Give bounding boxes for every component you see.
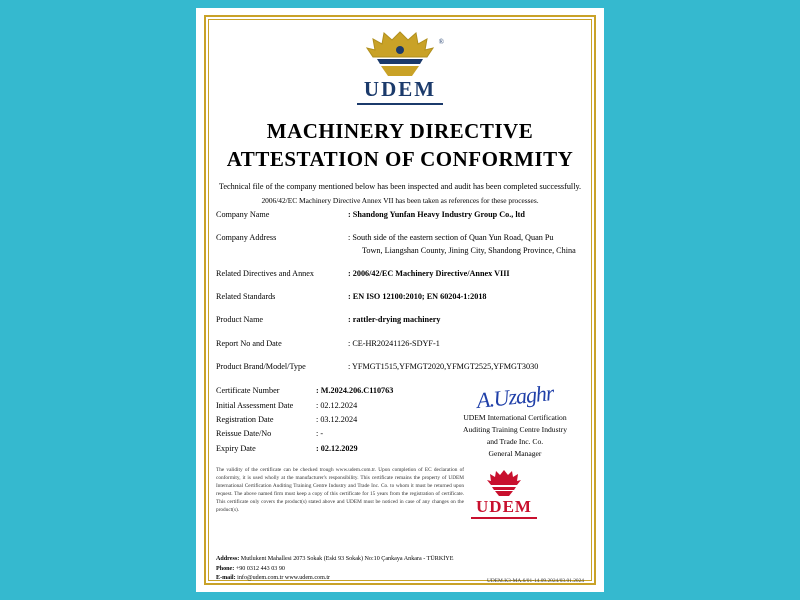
seal-rule: [471, 517, 537, 519]
signature-image: A.Uzaghr: [475, 380, 555, 414]
footer-address-value: Mutlukent Mahallesi 2073 Sokak (Eski 93 Sokak) No:10 Çankaya Ankara - TÜRKİYE: [240, 555, 454, 562]
footer-address-label: Address:: [216, 555, 240, 562]
field-value: : CE-HR20241126-SDYF-1: [348, 338, 440, 348]
detail-value: : -: [316, 429, 324, 439]
fineprint-text: The validity of the certificate can be checked trough www.udem.com.tr. Upon completion of EC declaration of conformity, it is used wholly at the manufacturer's responsibility. This certificate remains the property of UDEM International Certification Auditing Training Centre Industry and Trade Inc. Co. to whom it must be returned upon request. The above named firm must keep a copy of this certificate for 15 years from the registration of certificate. This certificate only covers the product(s) stated above and UDEM must be noticed in case of any changes on the product(s).: [216, 467, 464, 514]
detail-value: : 02.12.2029: [316, 443, 358, 453]
field-label: Related Standards: [216, 292, 276, 302]
field-row: [216, 209, 584, 221]
field-label: Company Address: [216, 233, 277, 243]
title-line-1: MACHINERY DIRECTIVE: [266, 119, 534, 143]
field-value: : rattler-drying machinery: [348, 315, 441, 325]
certificate-content: [216, 26, 584, 576]
field-value-line1: : South side of the eastern section of Quan Yun Road, Quan Pu: [348, 233, 554, 243]
field-label: Related Directives and Annex: [216, 268, 314, 278]
detail-row: [216, 384, 446, 398]
field-value-line2: Town, Liangshan County, Jining City, Shandong Province, China: [362, 245, 576, 255]
detail-label: Certificate Number: [216, 386, 280, 396]
detail-value: : 03.12.2024: [316, 415, 358, 424]
subtitle-reference-text: 2006/42/EC Machinery Directive Annex VII has been taken as references for these processes.: [261, 195, 539, 205]
field-row: [216, 314, 584, 326]
registered-mark-icon: ®: [438, 38, 444, 46]
field-row: [216, 361, 584, 373]
detail-row: [216, 442, 446, 456]
fineprint-section: [216, 467, 584, 515]
org-line: Auditing Training Centre Industry: [463, 425, 567, 435]
subtitle-text: Technical file of the company mentioned below has been inspected and audit has been completed successfully.: [218, 181, 582, 191]
seal-crown-icon: [485, 469, 523, 497]
detail-row: [216, 413, 446, 427]
footer-phone-value: +90 0312 443 03 90: [235, 565, 285, 572]
detail-label: Registration Date: [216, 415, 274, 424]
detail-value: : M.2024.206.C110763: [316, 386, 394, 396]
org-line: UDEM International Certification: [463, 413, 567, 423]
crown-icon: [363, 30, 437, 78]
org-line: and Trade Inc. Co.: [486, 436, 544, 446]
detail-label: Reissue Date/No: [216, 429, 272, 439]
footer-phone-label: Phone:: [216, 565, 235, 572]
certificate-lower-block: [216, 380, 584, 459]
certificate-footer: [216, 555, 584, 584]
certificate-details: [216, 384, 446, 459]
field-value: : EN ISO 12100:2010; EN 60204-1:2018: [348, 292, 487, 302]
footer-email-label: E-mail:: [216, 575, 236, 582]
logo-rule: [357, 103, 443, 105]
title-line-2: ATTESTATION OF CONFORMITY: [226, 147, 574, 172]
field-value: [348, 232, 584, 257]
udem-logo: [216, 30, 584, 105]
field-list: [216, 209, 584, 373]
field-row: [216, 268, 584, 280]
detail-row: [216, 427, 446, 441]
field-value: : 2006/42/EC Machinery Directive/Annex VIII: [348, 268, 510, 278]
page-title: [216, 117, 584, 174]
seal-wordmark: UDEM: [476, 497, 532, 516]
field-value: : YFMGT1515,YFMGT2020,YFMGT2525,YFMGT3030: [348, 362, 539, 372]
detail-label: Initial Assessment Date: [216, 400, 294, 410]
signature-block: [446, 380, 584, 459]
footer-address: [216, 555, 584, 565]
org-line: General Manager: [488, 448, 542, 458]
logo-shield: [354, 30, 446, 105]
footer-email-value[interactable]: info@udem.com.tr www.udem.com.tr: [237, 575, 331, 582]
issuing-organization: [446, 412, 584, 459]
detail-value: : 02.12.2024: [316, 400, 358, 410]
field-label: Product Brand/Model/Type: [216, 362, 306, 372]
field-row: [216, 338, 584, 350]
udem-red-seal: [458, 469, 550, 519]
field-row: [216, 232, 584, 257]
field-label: Company Name: [216, 209, 270, 219]
logo-wordmark: UDEM: [363, 77, 437, 101]
field-label: Product Name: [216, 315, 264, 325]
footer-email[interactable]: [216, 574, 330, 584]
detail-row: [216, 399, 446, 413]
field-row: [216, 291, 584, 303]
detail-label: Expiry Date: [216, 443, 256, 453]
field-value: : Shandong Yunfan Heavy Industry Group Co., ltd: [348, 209, 525, 219]
certificate-page: [196, 8, 604, 592]
footer-phone: [216, 565, 584, 575]
footer-document-code: UDEM.K3-MA.6/01-14.09.2024/03.01.2024: [486, 578, 584, 584]
field-label: Report No and Date: [216, 338, 282, 348]
